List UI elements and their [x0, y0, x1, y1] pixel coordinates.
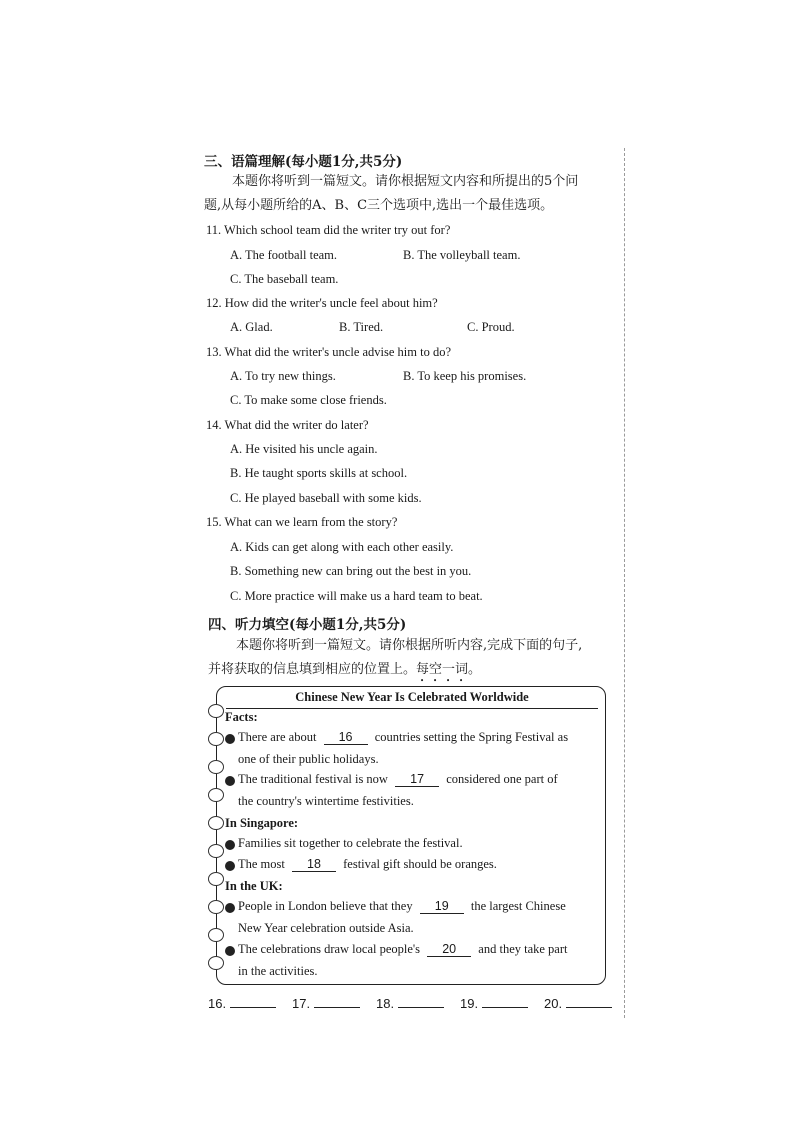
section3-title: 三、语篇理解(每小题1分,共5分): [204, 154, 403, 170]
singapore-2-text-end: festival gift should be oranges.: [343, 857, 497, 871]
binder-ring-icon: [208, 704, 224, 718]
singapore-1: Families sit together to celebrate the festival.: [238, 836, 463, 850]
emphasis-one-word: 每空一词: [416, 662, 469, 677]
bullet-icon: [225, 840, 235, 850]
q12-option-c: C. Proud.: [467, 320, 515, 334]
blank-17: 17: [395, 773, 439, 787]
uk-1: [238, 899, 566, 914]
binder-ring-icon: [208, 844, 224, 858]
section4-instructions: [208, 634, 612, 685]
binder-ring-icon: [208, 928, 224, 942]
fact-1: [238, 730, 568, 745]
answer-16[interactable]: [208, 996, 276, 1011]
section4-intro-line2: [208, 658, 612, 685]
bullet-icon: [225, 861, 235, 871]
answer-18-label: 18.: [376, 996, 395, 1011]
q15-option-b: B. Something new can bring out the best in you.: [230, 564, 472, 578]
answer-19-line[interactable]: [482, 997, 528, 1008]
section4-intro-line2-end: 。: [468, 662, 482, 677]
blank-16: 16: [324, 731, 368, 745]
notes-title-rule: [226, 708, 598, 709]
uk-1-text: People in London believe that they: [238, 899, 413, 913]
notes-title: Chinese New Year Is Celebrated Worldwide: [295, 690, 529, 704]
answer-20-line[interactable]: [566, 997, 612, 1008]
binder-ring-icon: [208, 816, 224, 830]
singapore-2: [238, 857, 497, 872]
q13-option-a: A. To try new things.: [230, 369, 336, 383]
answer-16-line[interactable]: [230, 997, 276, 1008]
q14-option-c: C. He played baseball with some kids.: [230, 491, 422, 505]
binder-ring-icon: [208, 760, 224, 774]
uk-2: [238, 942, 568, 957]
singapore-heading: In Singapore:: [225, 816, 299, 830]
facts-heading: Facts:: [225, 710, 258, 724]
question-13: 13. What did the writer's uncle advise him to do?: [206, 345, 452, 359]
answer-16-label: 16.: [208, 996, 227, 1011]
question-12: 12. How did the writer's uncle feel about him?: [206, 296, 438, 310]
fact-1-text: There are about: [238, 730, 317, 744]
binder-ring-icon: [208, 788, 224, 802]
q12-option-b: B. Tired.: [339, 320, 384, 334]
q14-option-a: A. He visited his uncle again.: [230, 442, 378, 456]
fact-2-text: The traditional festival is now: [238, 772, 388, 786]
blank-20: 20: [427, 943, 471, 957]
section4-intro-line2-text: 并将获取的信息填到相应的位置上。: [208, 662, 417, 677]
q15-option-c: C. More practice will make us a hard team to beat.: [230, 589, 483, 603]
q13-option-b: B. To keep his promises.: [403, 369, 527, 383]
answer-18-line[interactable]: [398, 997, 444, 1008]
uk-heading: In the UK:: [225, 879, 283, 893]
answer-20[interactable]: [544, 996, 612, 1011]
fact-1-text-end: countries setting the Spring Festival as: [374, 730, 569, 744]
fact-2-text-end: considered one part of: [446, 772, 558, 786]
answer-17-label: 17.: [292, 996, 311, 1011]
q12-option-a: A. Glad.: [230, 320, 273, 334]
answer-19[interactable]: [460, 996, 528, 1011]
fact-2: [238, 772, 558, 787]
answer-18[interactable]: [376, 996, 444, 1011]
q15-option-a: A. Kids can get along with each other easily.: [230, 540, 454, 554]
question-15: 15. What can we learn from the story?: [206, 515, 398, 529]
uk-1-text-end: the largest Chinese: [470, 899, 566, 913]
section3-intro-line1: 本题你将听到一篇短文。请你根据短文内容和所提出的5个问: [232, 174, 579, 189]
binder-ring-icon: [208, 900, 224, 914]
fact-2-line2: the country's wintertime festivities.: [238, 794, 414, 808]
bullet-icon: [225, 734, 235, 744]
q11-option-a: A. The football team.: [230, 248, 338, 262]
section3-intro-line2: 题,从每小题所给的A、B、C三个选项中,选出一个最佳选项。: [204, 198, 554, 213]
section3-instructions: [204, 170, 606, 218]
margin-dotted-line: [624, 148, 625, 1018]
bullet-icon: [225, 903, 235, 913]
blank-18: 18: [292, 858, 336, 872]
question-14: 14. What did the writer do later?: [206, 418, 369, 432]
answer-17-line[interactable]: [314, 997, 360, 1008]
fact-1-line2: one of their public holidays.: [238, 752, 379, 766]
answer-19-label: 19.: [460, 996, 479, 1011]
binder-ring-icon: [208, 872, 224, 886]
answer-20-label: 20.: [544, 996, 563, 1011]
binder-ring-icon: [208, 956, 224, 970]
section4-title: 四、听力填空(每小题1分,共5分): [208, 617, 407, 633]
binder-ring-icon: [208, 732, 224, 746]
bullet-icon: [225, 946, 235, 956]
q11-option-b: B. The volleyball team.: [403, 248, 521, 262]
uk-1-line2: New Year celebration outside Asia.: [238, 921, 414, 935]
uk-2-line2: in the activities.: [238, 964, 318, 978]
blank-19: 19: [420, 900, 464, 914]
uk-2-text-end: and they take part: [478, 942, 568, 956]
section4-intro-line1: 本题你将听到一篇短文。请你根据所听内容,完成下面的句子,: [236, 638, 583, 653]
singapore-2-text: The most: [238, 857, 285, 871]
bullet-icon: [225, 776, 235, 786]
q14-option-b: B. He taught sports skills at school.: [230, 466, 408, 480]
q11-option-c: C. The baseball team.: [230, 272, 339, 286]
q13-option-c: C. To make some close friends.: [230, 393, 387, 407]
uk-2-text: The celebrations draw local people's: [238, 942, 421, 956]
question-11: 11. Which school team did the writer try out for?: [206, 223, 451, 237]
answer-17[interactable]: [292, 996, 360, 1011]
